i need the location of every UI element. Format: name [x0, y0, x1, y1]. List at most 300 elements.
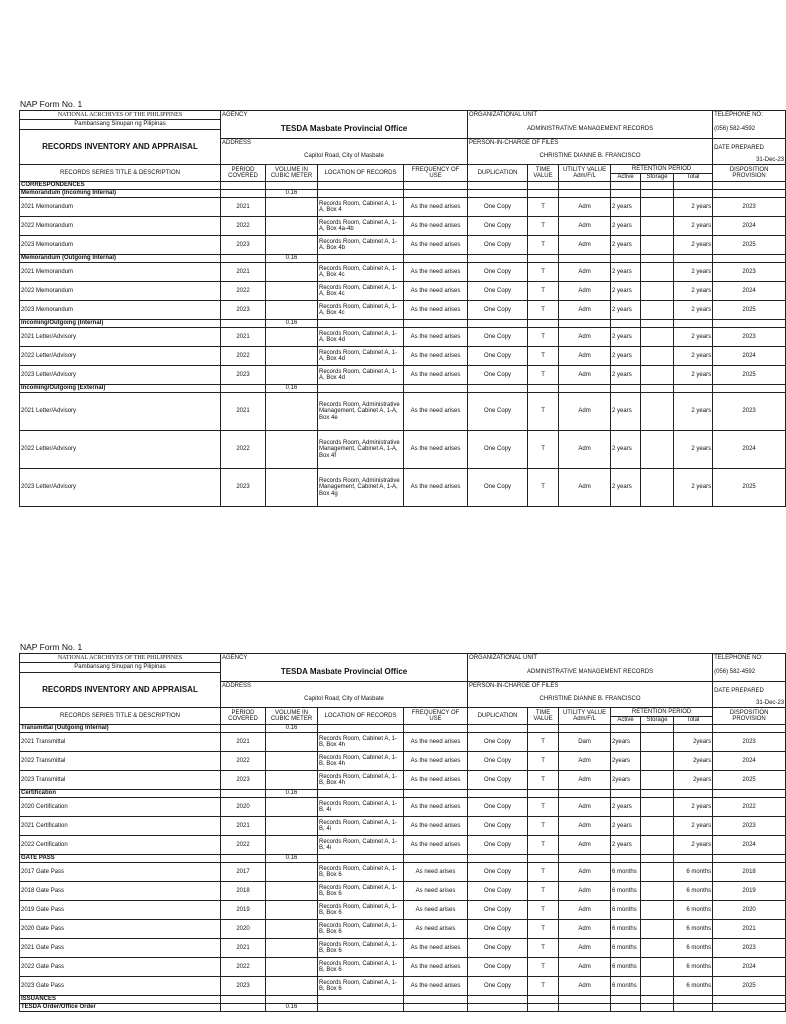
- category-title: Memorandum (Incoming Internal): [20, 190, 221, 198]
- col-header-duplication: DUPLICATION: [468, 165, 528, 182]
- total-cell: 2 years: [674, 817, 713, 836]
- active-cell: 2 years: [611, 366, 641, 385]
- location-cell: Records Room, Cabinet A, 1-B, Box 4h: [318, 771, 404, 790]
- location-cell: Records Room, Cabinet A, 1-A, Box 4c: [318, 263, 404, 282]
- total-cell: 2 years: [674, 328, 713, 347]
- table-row: [20, 198, 786, 217]
- disposition-cell: 2024: [713, 217, 786, 236]
- empty-cell: [468, 320, 528, 328]
- active-cell: 2 years: [611, 817, 641, 836]
- org-unit-label: ORGANIZATIONAL UNIT: [468, 111, 713, 120]
- total-cell: 2years: [674, 733, 713, 752]
- col-header-active: Active: [611, 174, 641, 182]
- disposition-cell: 2025: [713, 469, 786, 507]
- active-cell: 2 years: [611, 431, 641, 469]
- empty-cell: [404, 190, 468, 198]
- storage-cell: [641, 798, 674, 817]
- time-value-cell: T: [528, 977, 559, 996]
- total-cell: 2 years: [674, 393, 713, 431]
- empty-cell: [674, 996, 713, 1004]
- empty-cell: [221, 182, 266, 190]
- empty-cell: [221, 255, 266, 263]
- location-cell: Records Room, Administrative Management, Cabinet A, 1-A, Box 4e: [318, 393, 404, 431]
- records-rows: [20, 725, 786, 1012]
- duplication-cell: One Copy: [468, 236, 528, 255]
- col-header-utility-value: UTILITY VALUE Adm/F/L: [559, 165, 611, 182]
- frequency-cell: As need arises: [404, 901, 468, 920]
- storage-cell: [641, 263, 674, 282]
- period-cell: 2021: [221, 939, 266, 958]
- col-header-total: Total: [674, 174, 713, 182]
- empty-cell: [528, 790, 559, 798]
- volume-cell: [266, 301, 318, 320]
- duplication-cell: One Copy: [468, 301, 528, 320]
- time-value-cell: T: [528, 393, 559, 431]
- duplication-cell: One Copy: [468, 217, 528, 236]
- time-value-cell: T: [528, 469, 559, 507]
- disposition-cell: 2023: [713, 939, 786, 958]
- time-value-cell: T: [528, 733, 559, 752]
- storage-cell: [641, 920, 674, 939]
- frequency-cell: As the need arises: [404, 198, 468, 217]
- table-row: [20, 958, 786, 977]
- location-cell: Records Room, Administrative Management, Cabinet A, 1-A, Box 4g: [318, 469, 404, 507]
- time-value-cell: T: [528, 217, 559, 236]
- utility-value-cell: Adm: [559, 393, 611, 431]
- empty-cell: [404, 725, 468, 733]
- empty-cell: [528, 1004, 559, 1012]
- empty-cell: [611, 725, 641, 733]
- table-row: [20, 733, 786, 752]
- storage-cell: [641, 217, 674, 236]
- empty-cell: [221, 725, 266, 733]
- col-header-storage: Storage: [641, 717, 674, 725]
- table-row: [20, 771, 786, 790]
- frequency-cell: As the need arises: [404, 282, 468, 301]
- volume-cell: [266, 752, 318, 771]
- empty-cell: [528, 320, 559, 328]
- frequency-cell: As the need arises: [404, 836, 468, 855]
- period-cell: 2021: [221, 393, 266, 431]
- disposition-cell: 2025: [713, 771, 786, 790]
- duplication-cell: One Copy: [468, 198, 528, 217]
- col-header-frequency: FREQUENCY OF USE: [404, 708, 468, 725]
- empty-cell: [559, 725, 611, 733]
- time-value-cell: T: [528, 939, 559, 958]
- disposition-cell: 2024: [713, 752, 786, 771]
- location-cell: Records Room, Cabinet A, 1-A, Box 4d: [318, 347, 404, 366]
- empty-cell: [611, 182, 641, 190]
- person-value: CHRISTINE DIANNE B. FRANCISCO: [468, 691, 713, 708]
- volume-cell: 0.16: [266, 725, 318, 733]
- empty-cell: [674, 1004, 713, 1012]
- empty-cell: [404, 182, 468, 190]
- total-cell: 2 years: [674, 469, 713, 507]
- empty-cell: [641, 790, 674, 798]
- storage-cell: [641, 863, 674, 882]
- record-title: 2021 Transmittal: [20, 733, 221, 752]
- category-row: [20, 320, 786, 328]
- records-inventory-table-2: [19, 653, 786, 1012]
- storage-cell: [641, 393, 674, 431]
- volume-cell: [266, 977, 318, 996]
- col-header-utility-value: UTILITY VALUE Adm/F/L: [559, 708, 611, 725]
- record-title: 2020 Gate Pass: [20, 920, 221, 939]
- empty-cell: [713, 320, 786, 328]
- time-value-cell: T: [528, 920, 559, 939]
- empty-cell: [559, 855, 611, 863]
- empty-cell: [404, 1004, 468, 1012]
- address-label: ADDRESS: [221, 139, 468, 148]
- category-title: GATE PASS: [20, 855, 221, 863]
- active-cell: 2 years: [611, 836, 641, 855]
- empty-cell: [404, 855, 468, 863]
- volume-cell: [266, 263, 318, 282]
- period-cell: 2023: [221, 366, 266, 385]
- org-unit-label: ORGANIZATIONAL UNIT: [468, 654, 713, 663]
- org-unit-value: ADMINISTRATIVE MANAGEMENT RECORDS: [468, 120, 713, 139]
- table-row: [20, 347, 786, 366]
- record-title: 2021 Gate Pass: [20, 939, 221, 958]
- empty-cell: [674, 182, 713, 190]
- disposition-cell: 2023: [713, 817, 786, 836]
- location-cell: Records Room, Cabinet A, 1-A, Box 4c: [318, 282, 404, 301]
- total-cell: 2 years: [674, 347, 713, 366]
- record-title: 2022 Letter/Advisory: [20, 347, 221, 366]
- volume-cell: 0.16: [266, 1004, 318, 1012]
- date-prepared-label: DATE PREPARED: [713, 139, 786, 157]
- empty-cell: [611, 790, 641, 798]
- empty-cell: [468, 182, 528, 190]
- col-header-active: Active: [611, 717, 641, 725]
- disposition-cell: 2025: [713, 366, 786, 385]
- frequency-cell: As the need arises: [404, 798, 468, 817]
- empty-cell: [674, 255, 713, 263]
- utility-value-cell: Adm: [559, 882, 611, 901]
- period-cell: 2023: [221, 236, 266, 255]
- empty-cell: [468, 855, 528, 863]
- agency-label: AGENCY: [221, 654, 468, 663]
- record-title: 2023 Letter/Advisory: [20, 366, 221, 385]
- location-cell: Records Room, Cabinet A, 1-A, Box 4d: [318, 366, 404, 385]
- empty-cell: [611, 996, 641, 1004]
- empty-cell: [674, 725, 713, 733]
- volume-cell: [266, 328, 318, 347]
- period-cell: 2022: [221, 282, 266, 301]
- location-cell: Records Room, Cabinet A, 1-B, Box 4h: [318, 733, 404, 752]
- record-title: 2023 Letter/Advisory: [20, 469, 221, 507]
- total-cell: 2 years: [674, 366, 713, 385]
- empty-cell: [674, 190, 713, 198]
- disposition-cell: 2025: [713, 301, 786, 320]
- empty-cell: [641, 255, 674, 263]
- empty-cell: [713, 790, 786, 798]
- active-cell: 2 years: [611, 798, 641, 817]
- duplication-cell: One Copy: [468, 263, 528, 282]
- period-cell: 2022: [221, 347, 266, 366]
- empty-cell: [559, 182, 611, 190]
- record-title: 2018 Gate Pass: [20, 882, 221, 901]
- date-prepared-value: 31-Dec-23: [713, 157, 786, 165]
- col-header-frequency: FREQUENCY OF USE: [404, 165, 468, 182]
- utility-value-cell: Adm: [559, 217, 611, 236]
- person-label: PERSON-IN-CHARGE OF FILES: [468, 682, 713, 691]
- empty-cell: [611, 320, 641, 328]
- table-row: [20, 901, 786, 920]
- col-header-location: LOCATION OF RECORDS: [318, 165, 404, 182]
- utility-value-cell: Adm: [559, 958, 611, 977]
- total-cell: 2 years: [674, 198, 713, 217]
- location-cell: Records Room, Cabinet A, 1-B, Box 6: [318, 939, 404, 958]
- storage-cell: [641, 977, 674, 996]
- disposition-cell: 2023: [713, 733, 786, 752]
- empty-cell: [221, 996, 266, 1004]
- empty-cell: [641, 385, 674, 393]
- period-cell: 2017: [221, 863, 266, 882]
- empty-cell: [468, 385, 528, 393]
- empty-cell: [674, 790, 713, 798]
- empty-cell: [611, 855, 641, 863]
- col-header-location: LOCATION OF RECORDS: [318, 708, 404, 725]
- table-row: [20, 817, 786, 836]
- empty-cell: [713, 725, 786, 733]
- volume-cell: 0.16: [266, 255, 318, 263]
- period-cell: 2021: [221, 733, 266, 752]
- empty-cell: [318, 1004, 404, 1012]
- utility-value-cell: Adm: [559, 817, 611, 836]
- utility-value-cell: Adm: [559, 920, 611, 939]
- utility-value-cell: Adm: [559, 469, 611, 507]
- table-row: [20, 431, 786, 469]
- total-cell: 2 years: [674, 236, 713, 255]
- active-cell: 2 years: [611, 217, 641, 236]
- col-header-disposition: DISPOSITION PROVISION: [713, 708, 786, 725]
- empty-cell: [468, 190, 528, 198]
- category-row: [20, 790, 786, 798]
- record-title: 2020 Certification: [20, 798, 221, 817]
- person-label: PERSON-IN-CHARGE OF FILES: [468, 139, 713, 148]
- storage-cell: [641, 939, 674, 958]
- empty-cell: [559, 320, 611, 328]
- category-title: CORRESPONDENCES: [20, 182, 221, 190]
- address-label: ADDRESS: [221, 682, 468, 691]
- empty-cell: [559, 255, 611, 263]
- empty-cell: [559, 1004, 611, 1012]
- disposition-cell: 2023: [713, 263, 786, 282]
- empty-cell: [318, 190, 404, 198]
- frequency-cell: As the need arises: [404, 347, 468, 366]
- empty-cell: [221, 855, 266, 863]
- utility-value-cell: Adm: [559, 752, 611, 771]
- agency-name: TESDA Masbate Provincial Office: [221, 663, 468, 682]
- storage-cell: [641, 958, 674, 977]
- time-value-cell: T: [528, 798, 559, 817]
- duplication-cell: One Copy: [468, 771, 528, 790]
- empty-cell: [528, 190, 559, 198]
- location-cell: Records Room, Cabinet A, 1-A, Box 4d: [318, 328, 404, 347]
- frequency-cell: As the need arises: [404, 958, 468, 977]
- volume-cell: [266, 920, 318, 939]
- location-cell: Records Room, Cabinet A, 1-B, Box 6: [318, 920, 404, 939]
- frequency-cell: As the need arises: [404, 263, 468, 282]
- total-cell: 2 years: [674, 263, 713, 282]
- active-cell: 2years: [611, 771, 641, 790]
- disposition-cell: 2023: [713, 198, 786, 217]
- active-cell: 2 years: [611, 469, 641, 507]
- utility-value-cell: Adm: [559, 366, 611, 385]
- empty-cell: [468, 255, 528, 263]
- volume-cell: [266, 431, 318, 469]
- storage-cell: [641, 347, 674, 366]
- empty-cell: [641, 725, 674, 733]
- empty-cell: [674, 385, 713, 393]
- storage-cell: [641, 836, 674, 855]
- duplication-cell: One Copy: [468, 431, 528, 469]
- time-value-cell: T: [528, 431, 559, 469]
- disposition-cell: 2025: [713, 977, 786, 996]
- time-value-cell: T: [528, 882, 559, 901]
- empty-cell: [468, 790, 528, 798]
- record-title: 2022 Gate Pass: [20, 958, 221, 977]
- period-cell: 2023: [221, 977, 266, 996]
- time-value-cell: T: [528, 282, 559, 301]
- empty-cell: [641, 182, 674, 190]
- table-row: [20, 836, 786, 855]
- telephone-value: (056) 582-4592: [713, 120, 786, 139]
- person-value: CHRISTINE DIANNE B. FRANCISCO: [468, 148, 713, 165]
- period-cell: 2020: [221, 798, 266, 817]
- duplication-cell: One Copy: [468, 752, 528, 771]
- record-title: 2021 Letter/Advisory: [20, 393, 221, 431]
- active-cell: 6 months: [611, 882, 641, 901]
- time-value-cell: T: [528, 198, 559, 217]
- time-value-cell: T: [528, 863, 559, 882]
- category-title: Transmittal (Outgoing Internal): [20, 725, 221, 733]
- active-cell: 2 years: [611, 393, 641, 431]
- record-title: 2021 Memorandum: [20, 263, 221, 282]
- empty-cell: [318, 182, 404, 190]
- agency-name: TESDA Masbate Provincial Office: [221, 120, 468, 139]
- empty-cell: [404, 996, 468, 1004]
- volume-cell: [266, 836, 318, 855]
- period-cell: 2022: [221, 836, 266, 855]
- empty-cell: [674, 855, 713, 863]
- volume-cell: [266, 217, 318, 236]
- volume-cell: [266, 958, 318, 977]
- record-title: 2022 Memorandum: [20, 217, 221, 236]
- utility-value-cell: Adm: [559, 431, 611, 469]
- volume-cell: 0.16: [266, 385, 318, 393]
- active-cell: 6 months: [611, 958, 641, 977]
- category-title: ISSUANCES: [20, 996, 221, 1004]
- table-row: [20, 920, 786, 939]
- utility-value-cell: Adm: [559, 771, 611, 790]
- table-row: [20, 236, 786, 255]
- volume-cell: [266, 198, 318, 217]
- location-cell: Records Room, Cabinet A, 1-B, 4i: [318, 836, 404, 855]
- col-header-duplication: DUPLICATION: [468, 708, 528, 725]
- duplication-cell: One Copy: [468, 836, 528, 855]
- col-header-retention: RETENTION PERIOD: [611, 165, 713, 174]
- time-value-cell: T: [528, 752, 559, 771]
- active-cell: 6 months: [611, 901, 641, 920]
- empty-cell: [713, 255, 786, 263]
- table-row: [20, 393, 786, 431]
- frequency-cell: As need arises: [404, 882, 468, 901]
- disposition-cell: 2024: [713, 431, 786, 469]
- location-cell: Records Room, Cabinet A, 1-B, Box 6: [318, 901, 404, 920]
- period-cell: 2022: [221, 431, 266, 469]
- records-inventory-table-1: [19, 110, 786, 507]
- time-value-cell: T: [528, 771, 559, 790]
- table-row: [20, 977, 786, 996]
- period-cell: 2021: [221, 328, 266, 347]
- col-header-volume: VOLUME IN CUBIC METER: [266, 165, 318, 182]
- volume-cell: [266, 347, 318, 366]
- duplication-cell: One Copy: [468, 798, 528, 817]
- disposition-cell: 2022: [713, 798, 786, 817]
- utility-value-cell: Adm: [559, 836, 611, 855]
- category-title: Incoming/Outgoing (Internal): [20, 320, 221, 328]
- empty-cell: [528, 996, 559, 1004]
- date-prepared-label: DATE PREPARED: [713, 682, 786, 700]
- active-cell: 2years: [611, 733, 641, 752]
- col-header-title: RECORDS SERIES TITLE & DESCRIPTION: [20, 708, 221, 725]
- sinupan-subtitle: Pambansang Sinupan ng Pilipinas: [20, 663, 221, 673]
- empty-cell: [559, 385, 611, 393]
- storage-cell: [641, 752, 674, 771]
- telephone-value: (056) 582-4592: [713, 663, 786, 682]
- active-cell: 2 years: [611, 263, 641, 282]
- form-number-label: NAP Form No. 1: [20, 642, 83, 652]
- record-title: 2021 Memorandum: [20, 198, 221, 217]
- record-title: 2022 Memorandum: [20, 282, 221, 301]
- storage-cell: [641, 236, 674, 255]
- volume-cell: [266, 996, 318, 1004]
- empty-cell: [611, 255, 641, 263]
- form-number-label: NAP Form No. 1: [20, 99, 83, 109]
- duplication-cell: One Copy: [468, 939, 528, 958]
- empty-cell: [404, 255, 468, 263]
- total-cell: 2 years: [674, 431, 713, 469]
- volume-cell: 0.16: [266, 190, 318, 198]
- period-cell: 2022: [221, 217, 266, 236]
- duplication-cell: One Copy: [468, 328, 528, 347]
- period-cell: 2019: [221, 901, 266, 920]
- location-cell: Records Room, Cabinet A, 1-B, 4i: [318, 798, 404, 817]
- record-title: 2021 Letter/Advisory: [20, 328, 221, 347]
- empty-cell: [713, 996, 786, 1004]
- record-title: 2023 Transmittal: [20, 771, 221, 790]
- col-header-disposition: DISPOSITION PROVISION: [713, 165, 786, 182]
- time-value-cell: T: [528, 366, 559, 385]
- empty-cell: [404, 320, 468, 328]
- empty-cell: [611, 190, 641, 198]
- location-cell: Records Room, Cabinet A, 1-B, Box 6: [318, 882, 404, 901]
- volume-cell: 0.16: [266, 855, 318, 863]
- utility-value-cell: Adm: [559, 263, 611, 282]
- location-cell: Records Room, Administrative Management, Cabinet A, 1-A, Box 4f: [318, 431, 404, 469]
- location-cell: Records Room, Cabinet A, 1-B, Box 6: [318, 958, 404, 977]
- duplication-cell: One Copy: [468, 469, 528, 507]
- record-title: 2023 Memorandum: [20, 301, 221, 320]
- duplication-cell: One Copy: [468, 958, 528, 977]
- period-cell: 2023: [221, 469, 266, 507]
- record-title: 2017 Gate Pass: [20, 863, 221, 882]
- frequency-cell: As the need arises: [404, 939, 468, 958]
- empty-cell: [559, 996, 611, 1004]
- frequency-cell: As the need arises: [404, 752, 468, 771]
